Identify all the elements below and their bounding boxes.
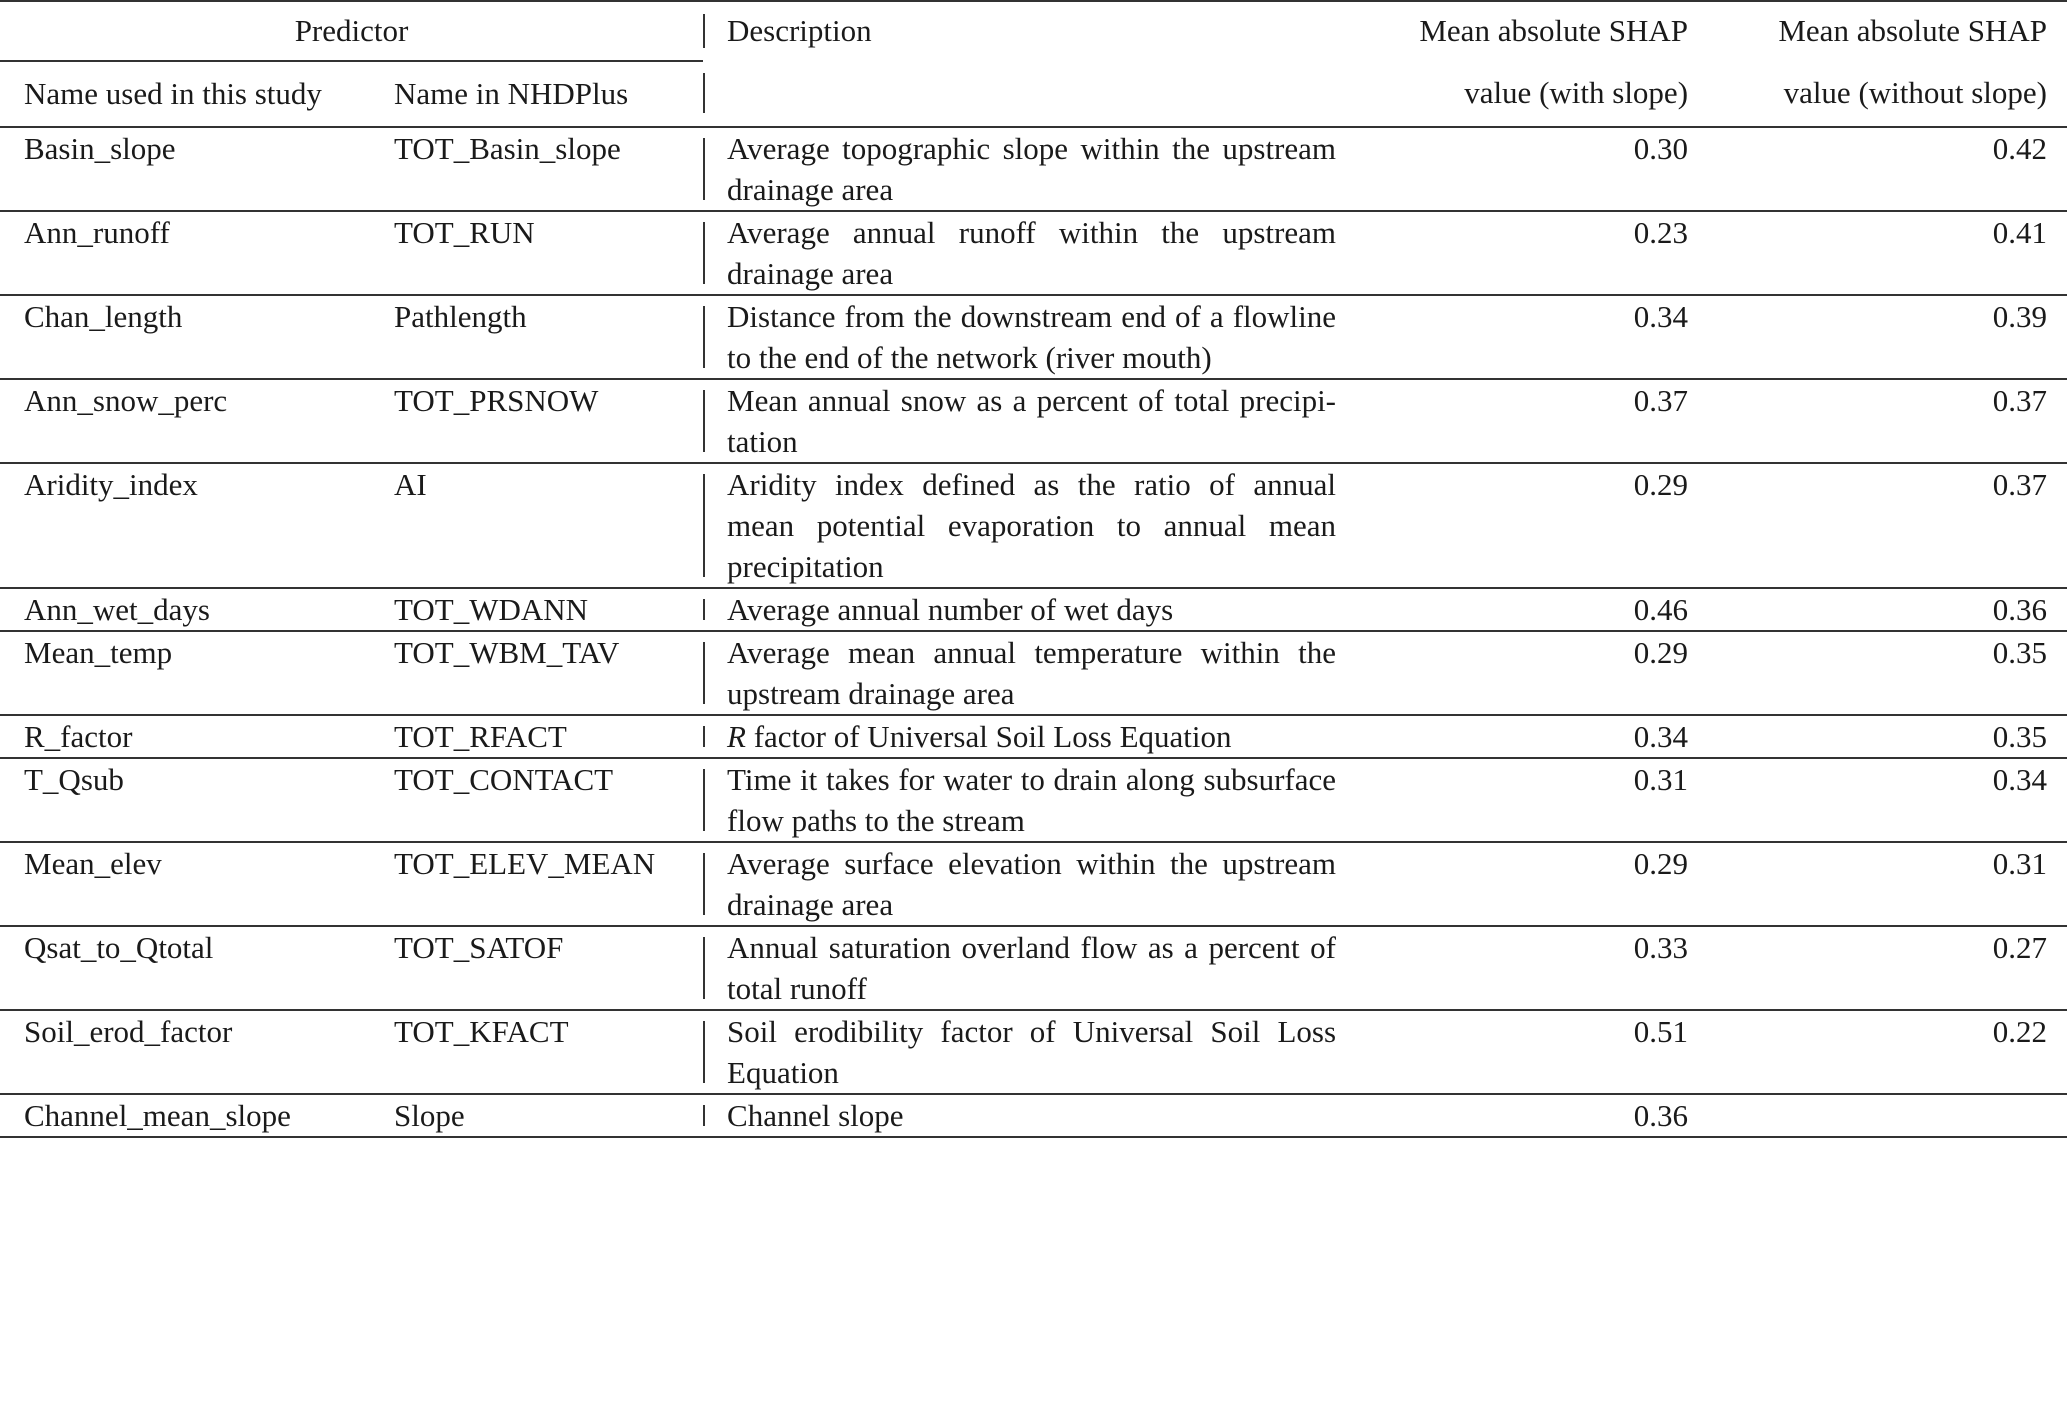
predictor-description [703,1094,1372,1137]
predictor-description [703,127,1372,211]
description-text: Average annual runoff within the upstream drainage area [727,215,1337,291]
shap-with-slope-value: 0.37 [1372,379,1710,463]
nhdplus-name: TOT_WBM_TAV [370,631,703,715]
nhdplus-name: TOT_SATOF [370,926,703,1010]
shap-with-slope-value: 0.23 [1372,211,1710,295]
nhdplus-name: Pathlength [370,295,703,379]
shap-without-slope-value: 0.41 [1710,211,2067,295]
shap-with-slope-value: 0.46 [1372,588,1710,631]
predictor-description [703,926,1372,1010]
nhdplus-name: TOT_RFACT [370,715,703,758]
nhdplus-name: TOT_ELEV_MEAN [370,842,703,926]
predictor-description [703,758,1372,842]
description-symbol: R [727,719,746,754]
shap-with-slope-value: 0.33 [1372,926,1710,1010]
predictor-description [703,842,1372,926]
table-row [0,631,2067,715]
table-row [0,926,2067,1010]
description-text: Soil erodibility factor of Universal Soil Loss Equation [727,1014,1337,1090]
shap-with-slope-value: 0.36 [1372,1094,1710,1137]
shap-without-slope-value: 0.35 [1710,715,2067,758]
shap-with-slope-value: 0.34 [1372,295,1710,379]
predictor-name: Ann_runoff [0,211,370,295]
shap-with-slope-value: 0.31 [1372,758,1710,842]
shap-without-header-line1: Mean absolute SHAP [1710,1,2067,61]
description-header-label: Description [727,13,872,48]
nhdplus-name: TOT_PRSNOW [370,379,703,463]
description-text: Average mean annual temperature within the upstream drainage area [727,635,1337,711]
shap-without-slope-value: 0.31 [1710,842,2067,926]
shap-with-header-line1: Mean absolute SHAP [1372,1,1710,61]
description-text: factor of Universal Soil Loss Equation [745,719,1232,754]
shap-without-slope-value [1710,1094,2067,1137]
shap-with-slope-value: 0.30 [1372,127,1710,211]
description-header-spacer [703,61,1372,127]
shap-with-header-line2: value (with slope) [1372,61,1710,127]
table-row [0,1010,2067,1094]
predictor-name: T_Qsub [0,758,370,842]
predictor-description [703,715,1372,758]
table-row [0,379,2067,463]
table-row [0,758,2067,842]
shap-with-slope-value: 0.29 [1372,631,1710,715]
description-text: Aridity index defined as the ratio of annual mean potential evaporation to annual mean precipitation [727,467,1337,584]
shap-without-slope-value: 0.39 [1710,295,2067,379]
table-body [0,127,2067,1137]
nhdplus-name: Slope [370,1094,703,1137]
predictor-name: Ann_wet_days [0,588,370,631]
shap-without-slope-value: 0.36 [1710,588,2067,631]
shap-with-slope-value: 0.51 [1372,1010,1710,1094]
predictor-name: R_factor [0,715,370,758]
description-text: Time it takes for water to drain along subsurface flow paths to the stream [727,762,1337,838]
shap-without-slope-value: 0.34 [1710,758,2067,842]
table-row [0,295,2067,379]
shap-with-slope-value: 0.29 [1372,463,1710,588]
predictor-name: Channel_mean_slope [0,1094,370,1137]
shap-without-slope-value: 0.35 [1710,631,2067,715]
predictor-name: Mean_elev [0,842,370,926]
nhdplus-name: TOT_WDANN [370,588,703,631]
description-text: Average surface elevation within the upstream drainage area [727,846,1337,922]
predictor-description [703,588,1372,631]
name-nhd-header: Name in NHDPlus [370,61,703,127]
table-row [0,715,2067,758]
description-text: Distance from the downstream end of a flowline to the end of the network (river mouth) [727,299,1337,375]
nhdplus-name: TOT_RUN [370,211,703,295]
description-text: Channel slope [727,1098,904,1133]
table-row [0,1094,2067,1137]
description-header [703,1,1372,61]
predictor-name: Basin_slope [0,127,370,211]
description-text: Mean annual snow as a percent of total precipi-tation [727,383,1337,459]
predictor-name: Qsat_to_Qtotal [0,926,370,1010]
predictor-description [703,463,1372,588]
table-row [0,842,2067,926]
name-study-header: Name used in this study [0,61,370,127]
nhdplus-name: TOT_Basin_slope [370,127,703,211]
predictor-description [703,631,1372,715]
shap-without-slope-value: 0.27 [1710,926,2067,1010]
predictor-description [703,295,1372,379]
predictor-name: Soil_erod_factor [0,1010,370,1094]
table-row [0,463,2067,588]
table-row [0,127,2067,211]
predictor-description [703,211,1372,295]
shap-with-slope-value: 0.29 [1372,842,1710,926]
predictor-description [703,379,1372,463]
table-row [0,588,2067,631]
table-header [0,1,2067,127]
predictor-name: Chan_length [0,295,370,379]
predictor-name: Aridity_index [0,463,370,588]
shap-without-slope-value: 0.37 [1710,463,2067,588]
predictor-name: Mean_temp [0,631,370,715]
shap-without-header-line2: value (without slope) [1710,61,2067,127]
description-text: Average topographic slope within the upstream drainage area [727,131,1337,207]
predictor-description [703,1010,1372,1094]
nhdplus-name: TOT_CONTACT [370,758,703,842]
description-text: Average annual number of wet days [727,592,1174,627]
nhdplus-name: AI [370,463,703,588]
predictor-name: Ann_snow_perc [0,379,370,463]
shap-without-slope-value: 0.22 [1710,1010,2067,1094]
shap-without-slope-value: 0.42 [1710,127,2067,211]
shap-with-slope-value: 0.34 [1372,715,1710,758]
shap-without-slope-value: 0.37 [1710,379,2067,463]
nhdplus-name: TOT_KFACT [370,1010,703,1094]
table-row [0,211,2067,295]
predictor-group-header: Predictor [0,1,703,61]
description-text: Annual saturation overland flow as a percent of total runoff [727,930,1337,1006]
